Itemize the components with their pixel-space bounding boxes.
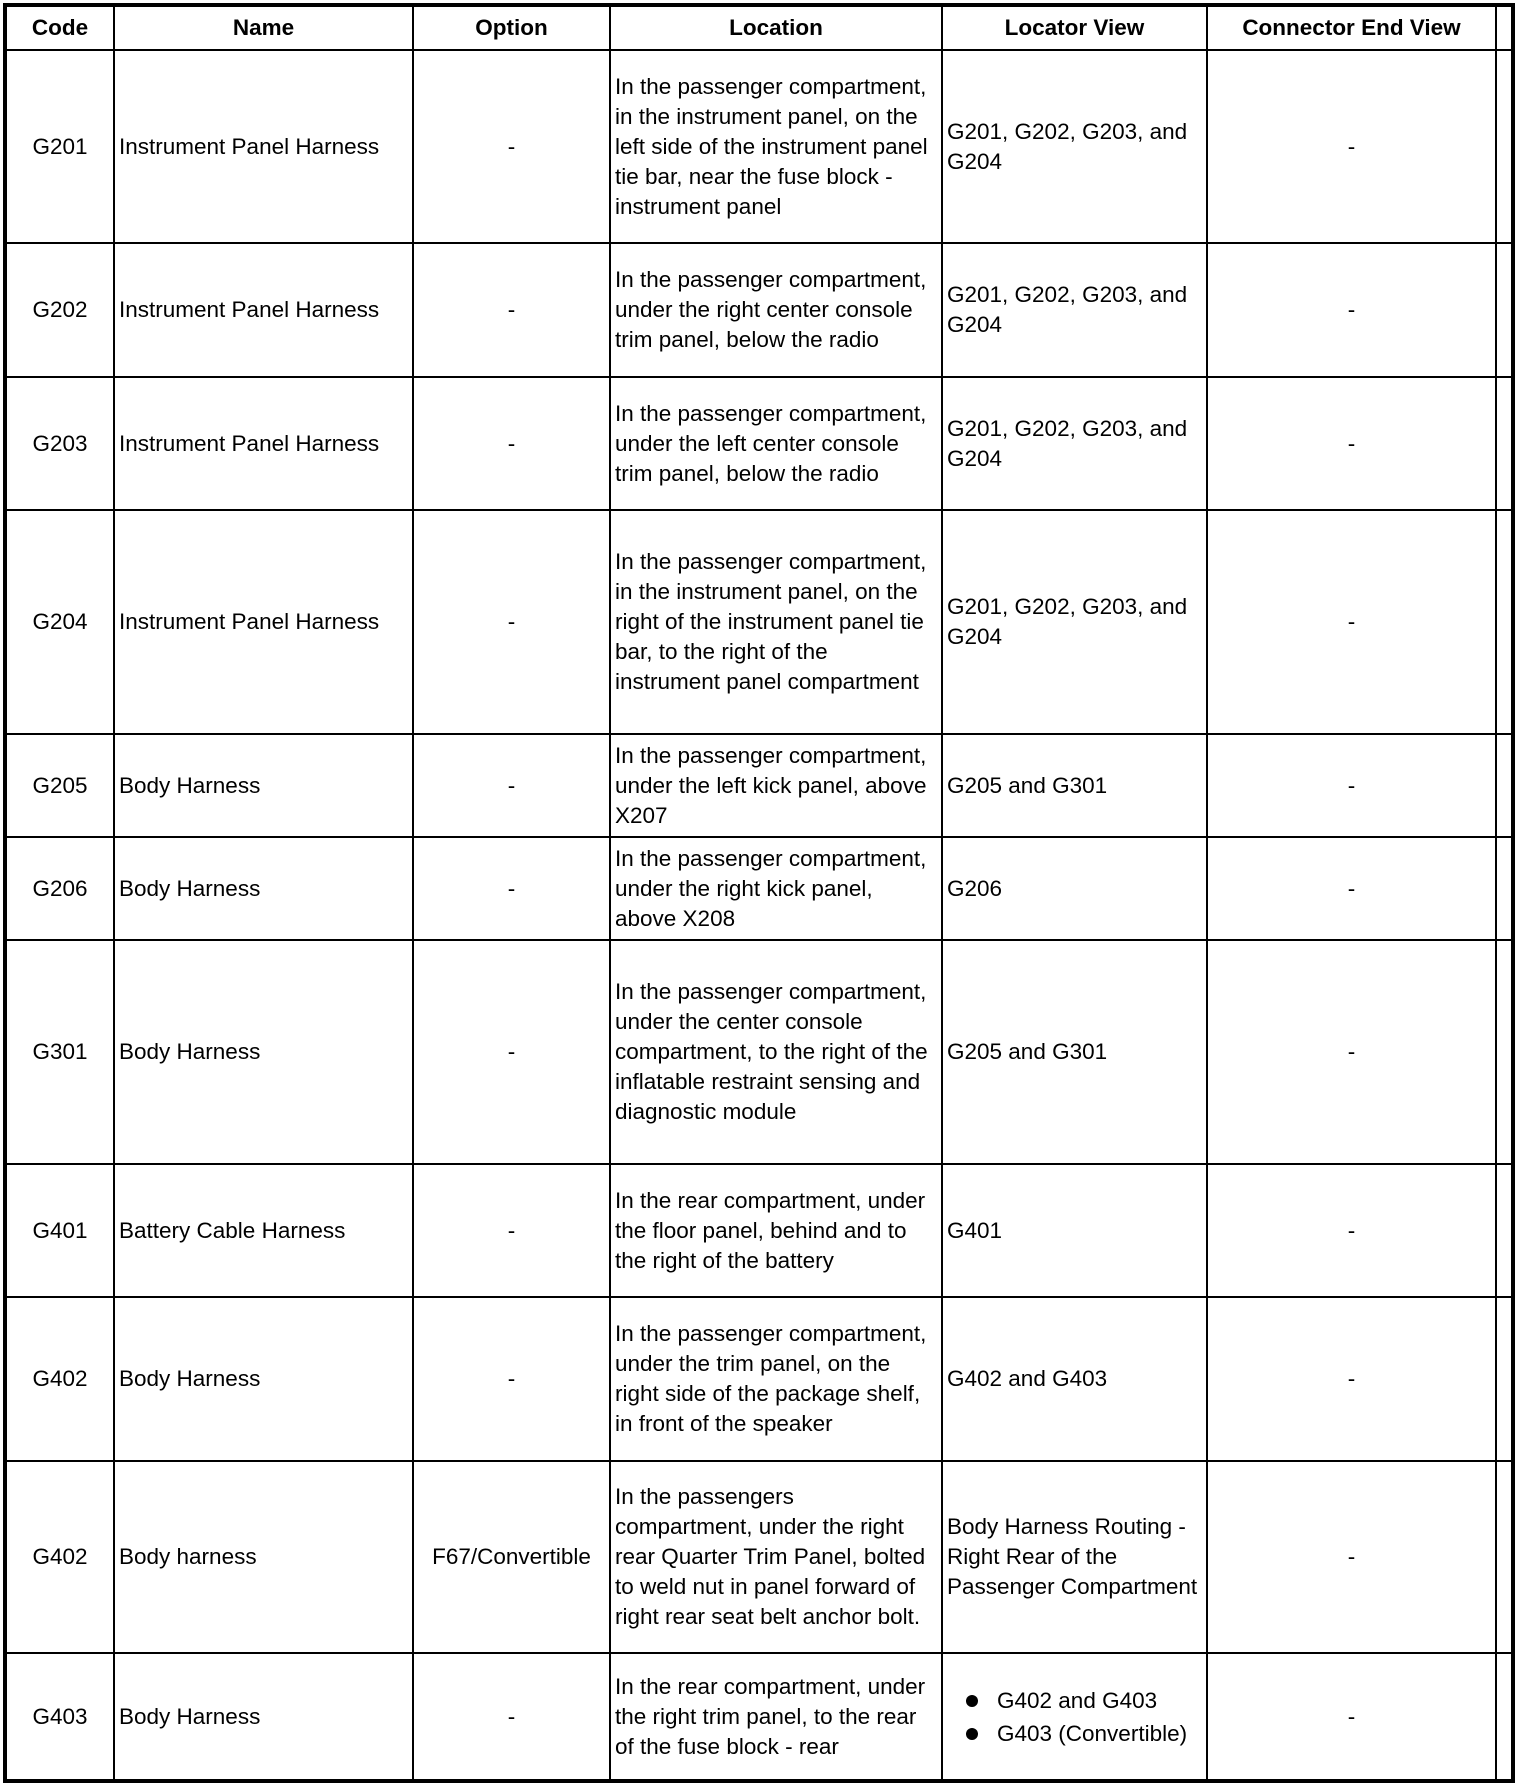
cell-connector-end-view: -	[1207, 940, 1496, 1164]
spacer-cell	[1496, 510, 1513, 734]
table-row	[5, 837, 1513, 940]
cell-code: G402	[5, 1461, 114, 1653]
cell-location: In the passenger compartment, under the trim panel, on the right side of the package shelf, in front of the speaker	[610, 1297, 942, 1461]
header-option: Option	[413, 5, 610, 50]
cell-code: G204	[5, 510, 114, 734]
header-code: Code	[5, 5, 114, 50]
cell-code: G206	[5, 837, 114, 940]
cell-option: -	[413, 50, 610, 243]
cell-locator-view[interactable]: G205 and G301	[942, 940, 1207, 1164]
cell-locator-view	[942, 1653, 1207, 1781]
spacer-cell	[1496, 1461, 1513, 1653]
cell-code: G403	[5, 1653, 114, 1781]
cell-code: G401	[5, 1164, 114, 1297]
spacer-cell	[1496, 377, 1513, 510]
cell-name: Body Harness	[114, 734, 413, 837]
cell-option: -	[413, 734, 610, 837]
cell-location: In the passenger compartment, in the instrument panel, on the left side of the instrument panel tie bar, near the fuse block - instrument panel	[610, 50, 942, 243]
cell-option: -	[413, 243, 610, 377]
cell-location: In the passengers compartment, under the right rear Quarter Trim Panel, bolted to weld nut in panel forward of right rear seat belt anchor bolt.	[610, 1461, 942, 1653]
cell-option: F67/Convertible	[413, 1461, 610, 1653]
cell-name: Instrument Panel Harness	[114, 243, 413, 377]
table-row	[5, 1164, 1513, 1297]
spacer-cell	[1496, 837, 1513, 940]
cell-name: Body Harness	[114, 837, 413, 940]
table-row	[5, 1461, 1513, 1653]
cell-location: In the rear compartment, under the right trim panel, to the rear of the fuse block - rear	[610, 1653, 942, 1781]
cell-locator-view[interactable]: Body Harness Routing - Right Rear of the Passenger Compartment	[942, 1461, 1207, 1653]
locator-view-item[interactable]: G402 and G403	[997, 1684, 1202, 1717]
cell-location: In the passenger compartment, under the right kick panel, above X208	[610, 837, 942, 940]
header-name: Name	[114, 5, 413, 50]
cell-name: Instrument Panel Harness	[114, 377, 413, 510]
locator-view-item[interactable]: G403 (Convertible)	[997, 1717, 1202, 1750]
cell-connector-end-view: -	[1207, 510, 1496, 734]
header-locator-view: Locator View	[942, 5, 1207, 50]
cell-connector-end-view: -	[1207, 50, 1496, 243]
header-location: Location	[610, 5, 942, 50]
cell-code: G402	[5, 1297, 114, 1461]
table-row	[5, 50, 1513, 243]
cell-code: G203	[5, 377, 114, 510]
table-row	[5, 734, 1513, 837]
cell-connector-end-view: -	[1207, 377, 1496, 510]
cell-location: In the passenger compartment, under the left center console trim panel, below the radio	[610, 377, 942, 510]
cell-locator-view[interactable]: G201, G202, G203, and G204	[942, 243, 1207, 377]
cell-name: Body Harness	[114, 1297, 413, 1461]
table-row	[5, 510, 1513, 734]
cell-name: Body Harness	[114, 940, 413, 1164]
table-row	[5, 377, 1513, 510]
cell-location: In the passenger compartment, in the instrument panel, on the right of the instrument panel tie bar, to the right of the instrument panel compartment	[610, 510, 942, 734]
cell-locator-view[interactable]: G205 and G301	[942, 734, 1207, 837]
cell-code: G201	[5, 50, 114, 243]
cell-location: In the passenger compartment, under the left kick panel, above X207	[610, 734, 942, 837]
table-row	[5, 243, 1513, 377]
cell-option: -	[413, 1297, 610, 1461]
header-connector-end-view: Connector End View	[1207, 5, 1496, 50]
cell-name: Instrument Panel Harness	[114, 50, 413, 243]
cell-name: Battery Cable Harness	[114, 1164, 413, 1297]
cell-option: -	[413, 510, 610, 734]
locator-view-list	[947, 1684, 1202, 1750]
spacer-cell	[1496, 1164, 1513, 1297]
cell-name: Instrument Panel Harness	[114, 510, 413, 734]
cell-locator-view[interactable]: G201, G202, G203, and G204	[942, 50, 1207, 243]
cell-connector-end-view: -	[1207, 734, 1496, 837]
spacer-cell	[1496, 50, 1513, 243]
cell-connector-end-view: -	[1207, 1297, 1496, 1461]
cell-code: G205	[5, 734, 114, 837]
cell-name: Body Harness	[114, 1653, 413, 1781]
cell-location: In the passenger compartment, under the center console compartment, to the right of the inflatable restraint sensing and diagnostic module	[610, 940, 942, 1164]
cell-locator-view[interactable]: G201, G202, G203, and G204	[942, 510, 1207, 734]
table-row	[5, 1297, 1513, 1461]
cell-locator-view[interactable]: G402 and G403	[942, 1297, 1207, 1461]
cell-connector-end-view: -	[1207, 1164, 1496, 1297]
cell-locator-view[interactable]: G206	[942, 837, 1207, 940]
spacer-cell	[1496, 243, 1513, 377]
cell-connector-end-view: -	[1207, 1461, 1496, 1653]
cell-connector-end-view: -	[1207, 1653, 1496, 1781]
cell-location: In the passenger compartment, under the right center console trim panel, below the radio	[610, 243, 942, 377]
cell-code: G202	[5, 243, 114, 377]
spacer-cell	[1496, 1297, 1513, 1461]
table-row	[5, 1653, 1513, 1781]
header-row	[5, 5, 1513, 50]
cell-option: -	[413, 1653, 610, 1781]
cell-name: Body harness	[114, 1461, 413, 1653]
spacer-cell	[1496, 734, 1513, 837]
cell-locator-view[interactable]: G401	[942, 1164, 1207, 1297]
cell-locator-view[interactable]: G201, G202, G203, and G204	[942, 377, 1207, 510]
cell-location: In the rear compartment, under the floor panel, behind and to the right of the battery	[610, 1164, 942, 1297]
table-row	[5, 940, 1513, 1164]
cell-option: -	[413, 940, 610, 1164]
cell-connector-end-view: -	[1207, 837, 1496, 940]
cell-connector-end-view: -	[1207, 243, 1496, 377]
cell-option: -	[413, 1164, 610, 1297]
cell-option: -	[413, 377, 610, 510]
spacer-cell	[1496, 1653, 1513, 1781]
ground-locations-table	[3, 3, 1515, 1783]
cell-option: -	[413, 837, 610, 940]
spacer-column	[1496, 5, 1513, 50]
spacer-cell	[1496, 940, 1513, 1164]
cell-code: G301	[5, 940, 114, 1164]
